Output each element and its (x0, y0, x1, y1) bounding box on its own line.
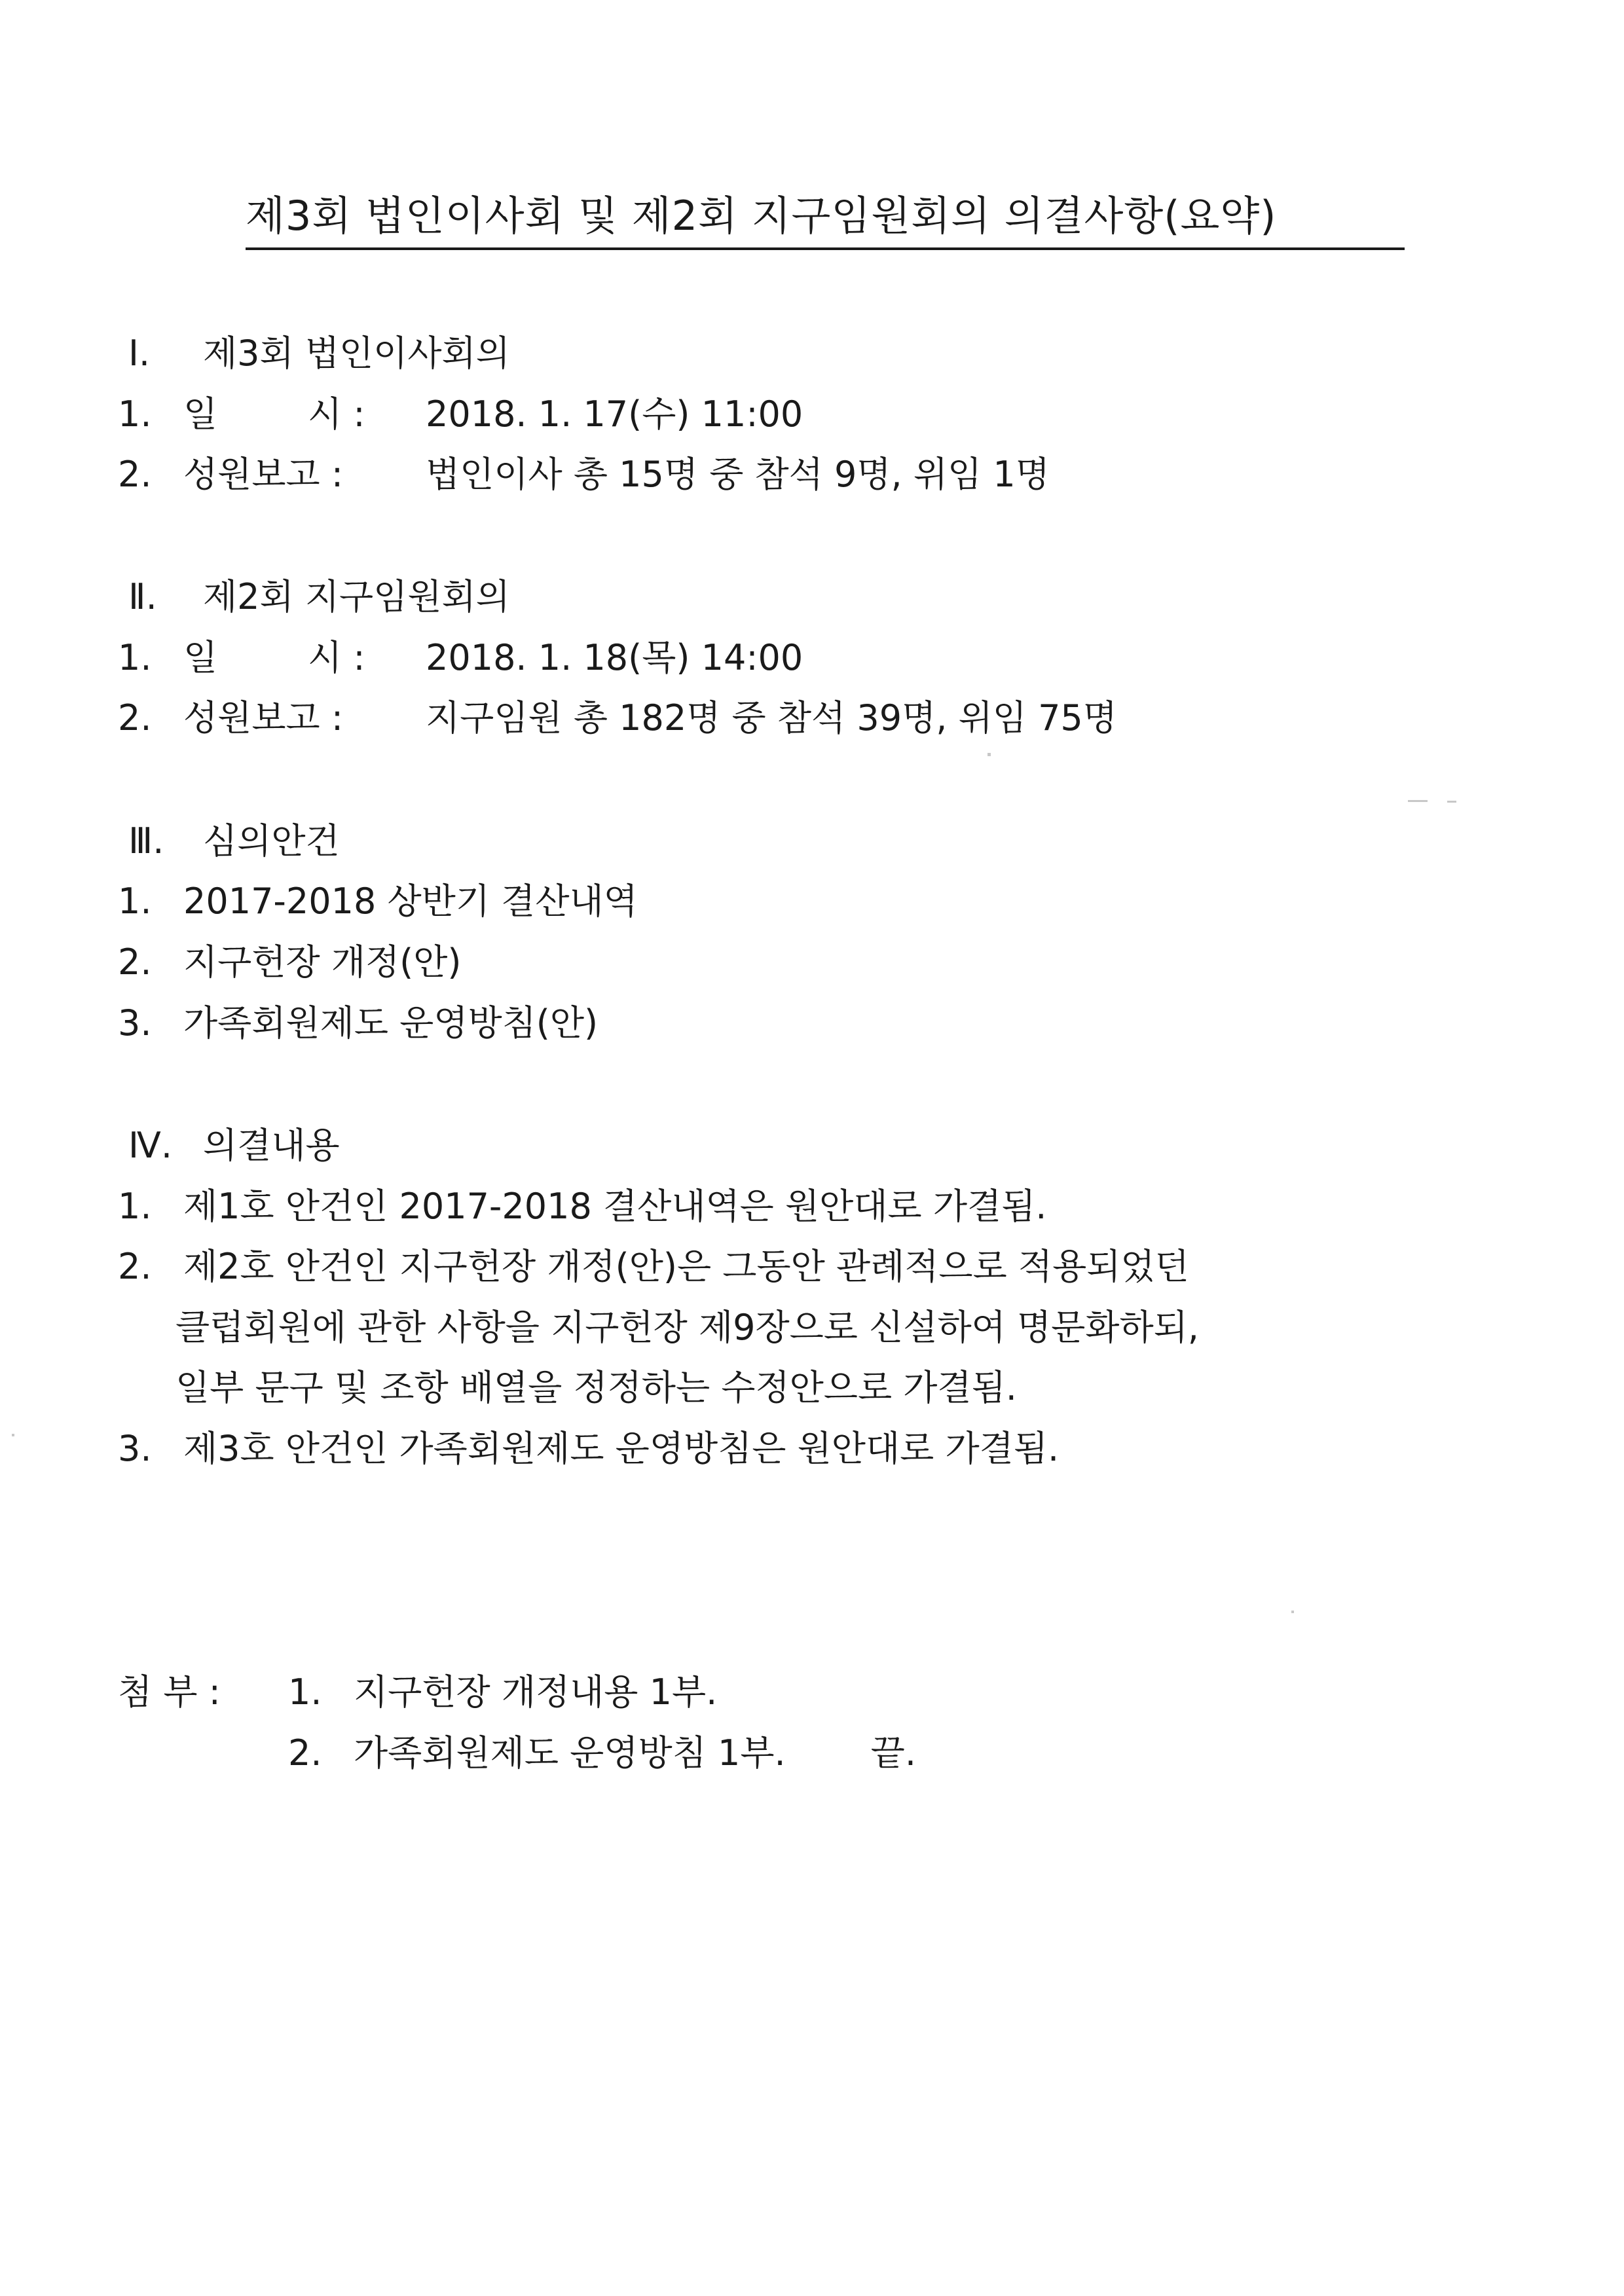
section4-item3 (118, 1423, 1059, 1475)
section4-item1-text: 제1호 안건인 2017-2018 결산내역은 원안대로 가결됨. (183, 1186, 1047, 1227)
document-title: 제3회 법인이사회 및 제2회 지구임원회의 의결사항(요약) (246, 192, 1277, 240)
section1-item1-value: 2018. 1. 17(수) 11:00 (426, 393, 803, 435)
section4-item2-line2: 클럽회원에 관한 사항을 지구헌장 제9장으로 신설하여 명문화하되, (175, 1307, 1199, 1348)
section1-item2-label: 성원보고 : (183, 454, 344, 495)
section1-item2-num: 2. (118, 454, 152, 495)
section2-item2-num: 2. (118, 697, 152, 738)
section1-item2 (118, 448, 1050, 501)
section1-item2-value: 법인이사 총 15명 중 참석 9명, 위임 1명 (426, 454, 1050, 495)
title-underline (246, 247, 1405, 250)
section3-item3-text: 가족회원제도 운영방침(안) (183, 1002, 599, 1044)
section4-item3-num: 3. (118, 1428, 152, 1469)
section2-item1 (118, 632, 803, 684)
section3-heading (118, 815, 340, 867)
scan-speck (987, 753, 991, 756)
section3-item (118, 875, 638, 928)
scan-speck (1447, 801, 1456, 803)
section2-item1-num: 1. (118, 637, 152, 678)
attachment1-text: 지구헌장 개정내용 1부. (354, 1671, 718, 1713)
section3-item1-text: 2017-2018 상반기 결산내역 (183, 881, 638, 922)
section2-item2-label: 성원보고 : (183, 697, 344, 738)
section4-item1 (118, 1180, 1046, 1233)
section3-item (118, 936, 461, 989)
section4-item2-line1: 제2호 안건인 지구헌장 개정(안)은 그동안 관례적으로 적용되었던 (183, 1246, 1189, 1287)
scan-speck (1408, 800, 1428, 802)
section2-item2-value: 지구임원 총 182명 중 참석 39명, 위임 75명 (426, 697, 1117, 738)
section1-heading-num: Ⅰ. (128, 333, 151, 374)
attachments-row2 (288, 1727, 916, 1779)
section4-item2-num: 2. (118, 1246, 152, 1287)
attachment2-text: 가족회원제도 운영방침 1부. (354, 1732, 786, 1774)
section2-item2 (118, 692, 1117, 744)
section2-heading-text: 제2회 지구임원회의 (203, 576, 510, 617)
section4-item1-num: 1. (118, 1186, 152, 1227)
section1-item1 (118, 388, 803, 441)
section4-item2-line3: 일부 문구 및 조항 배열을 정정하는 수정안으로 가결됨. (175, 1367, 1017, 1408)
section2-item1-value: 2018. 1. 18(목) 14:00 (426, 637, 803, 678)
section1-item1-num: 1. (118, 393, 152, 435)
section3-item2-num: 2. (118, 941, 152, 983)
section1-heading (118, 327, 510, 380)
section4-item3-text: 제3호 안건인 가족회원제도 운영방침은 원안대로 가결됨. (183, 1428, 1060, 1469)
section2-item1-label-b: 시 : (308, 637, 365, 678)
section4-heading (118, 1120, 340, 1172)
section4-item2 (118, 1241, 1189, 1293)
scan-speck (1291, 1611, 1294, 1613)
section3-item2-text: 지구헌장 개정(안) (183, 941, 462, 983)
attachments-row1 (118, 1666, 717, 1719)
section3-item3-num: 3. (118, 1002, 152, 1044)
section2-item1-label-a: 일 (183, 637, 218, 678)
section3-item (118, 997, 598, 1049)
section1-item1-label-b: 시 : (308, 393, 365, 435)
section4-heading-text: 의결내용 (203, 1125, 340, 1166)
section3-heading-num: Ⅲ. (128, 820, 164, 862)
attachment1-num: 1. (288, 1671, 322, 1713)
section1-item1-label-a: 일 (183, 393, 218, 435)
section2-heading-num: Ⅱ. (128, 576, 157, 617)
scan-speck (12, 1434, 14, 1436)
section2-heading (118, 571, 510, 623)
section3-heading-text: 심의안건 (203, 820, 340, 862)
section4-heading-num: Ⅳ. (128, 1125, 172, 1166)
end-mark: 끝. (870, 1732, 916, 1774)
section3-item1-num: 1. (118, 881, 152, 922)
attachment2-num: 2. (288, 1732, 322, 1774)
section1-heading-text: 제3회 법인이사회의 (203, 333, 510, 374)
attachments-label: 첨 부 : (118, 1671, 221, 1713)
